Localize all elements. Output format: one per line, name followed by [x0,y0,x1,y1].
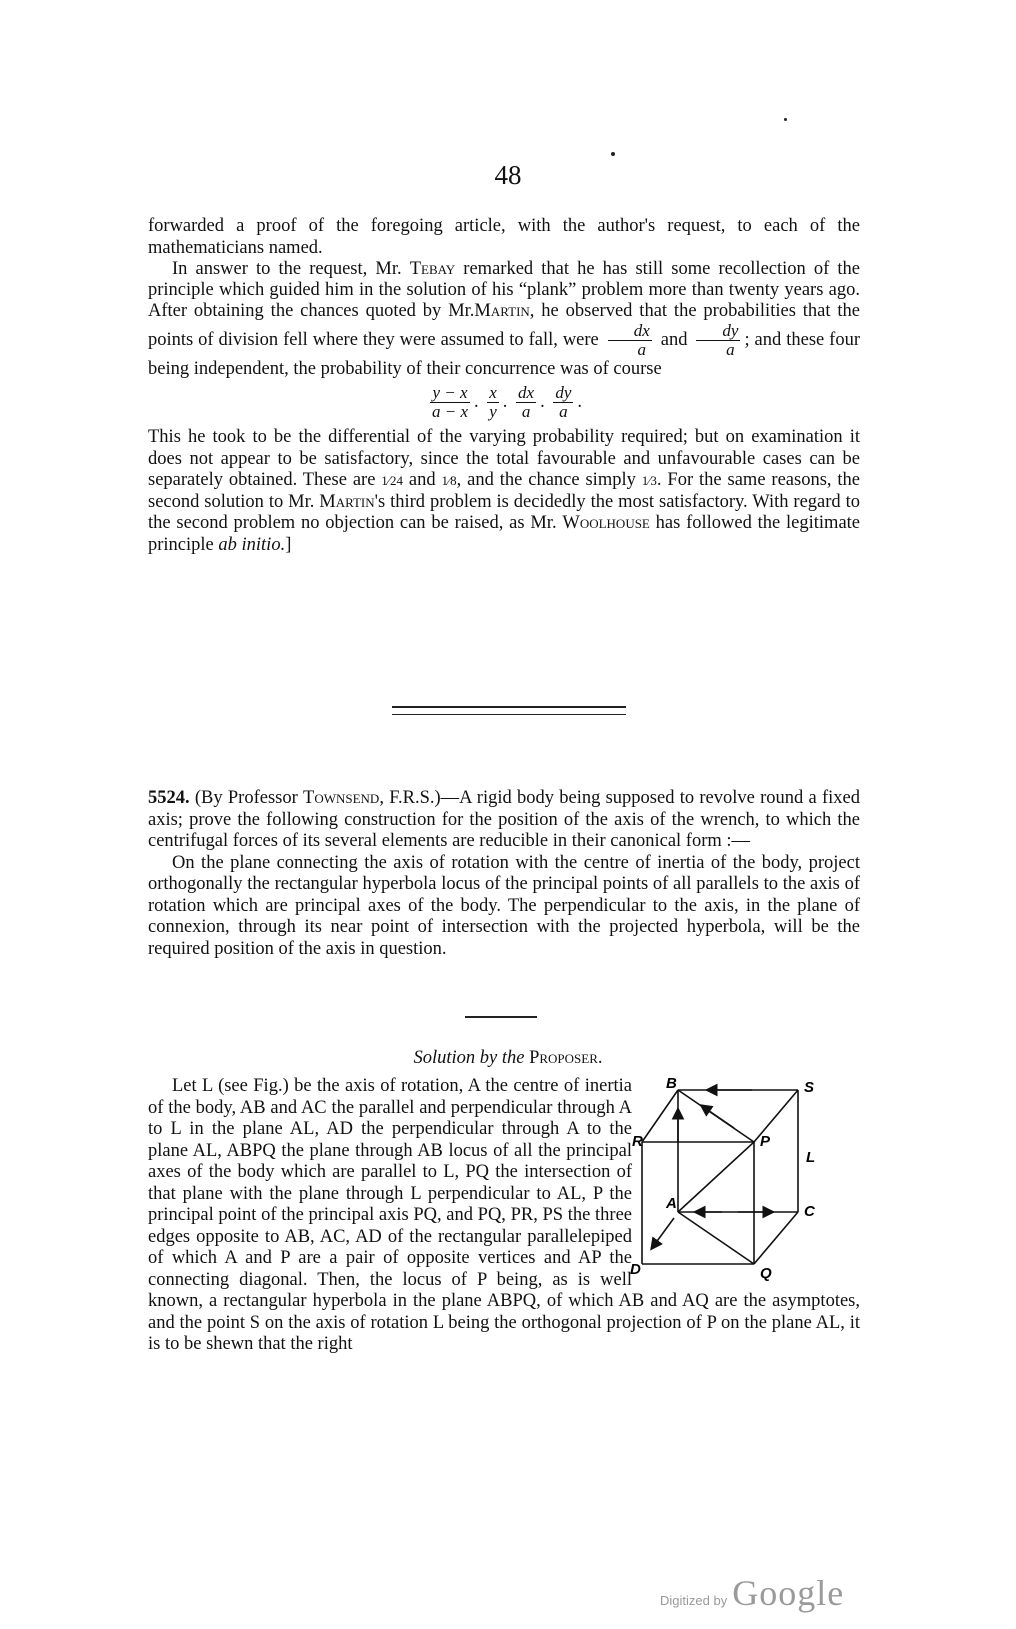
question-statement: 5524. (By Professor Townsend, F.R.S.)—A rigid body being supposed to revolve round a fixed axis; prove the following construction for the position of the axis of the wrench, to which the centrifugal forces of its several elements are reducible in their canonical form :— [148,788,860,851]
name-woolhouse: Woolhouse [562,513,650,533]
label-R: R [632,1133,643,1150]
formula-fraction: $\frac{y - x}{a - x}$ [431,383,468,421]
label-B: B [666,1075,677,1092]
label-D: D [630,1261,641,1278]
arrow-PB [702,1106,734,1128]
section-divider [392,706,626,715]
solution-paragraph: Let L (see Fig.) be the axis of rotation, A the centre of inertia of the body, AB and AC the parallel and perpendicular through A to L in the plane AL, AD the perpendicular through A to the plane AL, ABPQ the plane through AB locus of all the principal axes of the body which are parallel to L, PQ the intersection of that plane with the plane through L perpendicular to AL, P the principal point of the principal axis PQ, and PQ, PR, PS the three edges opposite to AB, AC, AD of the rectangular parallelepiped of which A and P are a pair of opposite vertices and AP the connecting diagonal. Then, the locus of P being, as is well known, a rectangular hyperbola in the plane ABPQ, of which AB and AQ are the asymptotes, and the point S on the axis of rotation L being the orthogonal projection of P on the plane AL, it is to be shewn that the right [148,1076,860,1354]
formula-fraction: $\frac{x}{y}$ [489,383,497,421]
formula-fraction: $\frac{dx}{a}$ [518,383,535,421]
name-townsend: Townsend [303,788,380,808]
question-number: 5524. [148,788,190,808]
article-continuation [148,216,860,556]
question-5524 [148,788,860,960]
edge-AQ [678,1212,754,1264]
page-number: 48 [494,160,522,190]
name-martin: Martin [319,491,375,512]
arrow-AD [652,1218,674,1248]
scan-speck [611,152,615,156]
label-P: P [760,1133,771,1150]
digitized-watermark: Digitized by Google [660,1573,845,1613]
section-divider [465,1016,537,1018]
fraction-dy-over-a: $\frac{dy}{a}$ [696,322,740,359]
paragraph-differential: This he took to be the differential of the varying probability required; but on examination it does not appear to be satisfactory, since the total favourable and unfavourable cases can be separately obtained. These are 1⁄24 and 1⁄8, and the chance simply 1⁄3. For the same reasons, the second solution to Mr. Martin's third problem is decidedly the most satisfactory. With regard to the second problem no objection can be raised, as Mr. Woolhouse has followed the legitimate principle ab initio.] [148,427,861,555]
edge-QC [754,1212,798,1264]
formula-fraction: $\frac{dy}{a}$ [555,383,572,421]
label-C: C [804,1203,815,1220]
question-construction: On the plane connecting the axis of rotation with the centre of inertia of the body, project orthogonally the rectangular hyperbola locus of the principal points of all parallels to the axis of rotation which are principal axes of the body. The perpendicular to the axis, in the plane of connexion, through its near point of intersection with the projected hyperbola, will be the required position of the axis in question. [148,852,860,959]
scan-speck [784,118,787,121]
label-A: A [666,1195,677,1212]
name-martin: Martin [474,301,530,321]
paragraph-tebay: In answer to the request, Mr. Tebay remarked that he has still some recollection of the principle which guided him in the solution of his “plank” problem more than twenty years ago. After obtaining the chances quoted by Mr.Martin, he observed that the probabilities that the points of division fell where they were assumed to fall, were $\frac{dx}{a}$ and $\frac{dy}{a}$ ; and these four being independent, the probability of their concurrence was of course [148,259,861,379]
google-logo: Google [732,1573,845,1613]
label-L: L [806,1149,816,1166]
fraction-dx-over-a: $\frac{dx}{a}$ [608,322,652,359]
probability-formula: $\frac{y - x}{a - x}$ . $\frac{x}{y}$ . $\frac{dx}{a}$ . $\frac{dy}{a}$ . [431,383,583,421]
label-S: S [804,1079,815,1096]
label-Q: Q [760,1265,772,1282]
edge-BR [642,1090,678,1142]
paragraph-forwarded: forwarded a proof of the foregoing article, with the author's request, to each of the mathematicians named. [148,216,860,258]
parallelepiped-figure [630,1075,852,1284]
diagonal-AP [678,1142,754,1212]
solution-heading: Solution by the Proposer. [413,1048,603,1068]
name-tebay: Tebay [409,259,456,279]
